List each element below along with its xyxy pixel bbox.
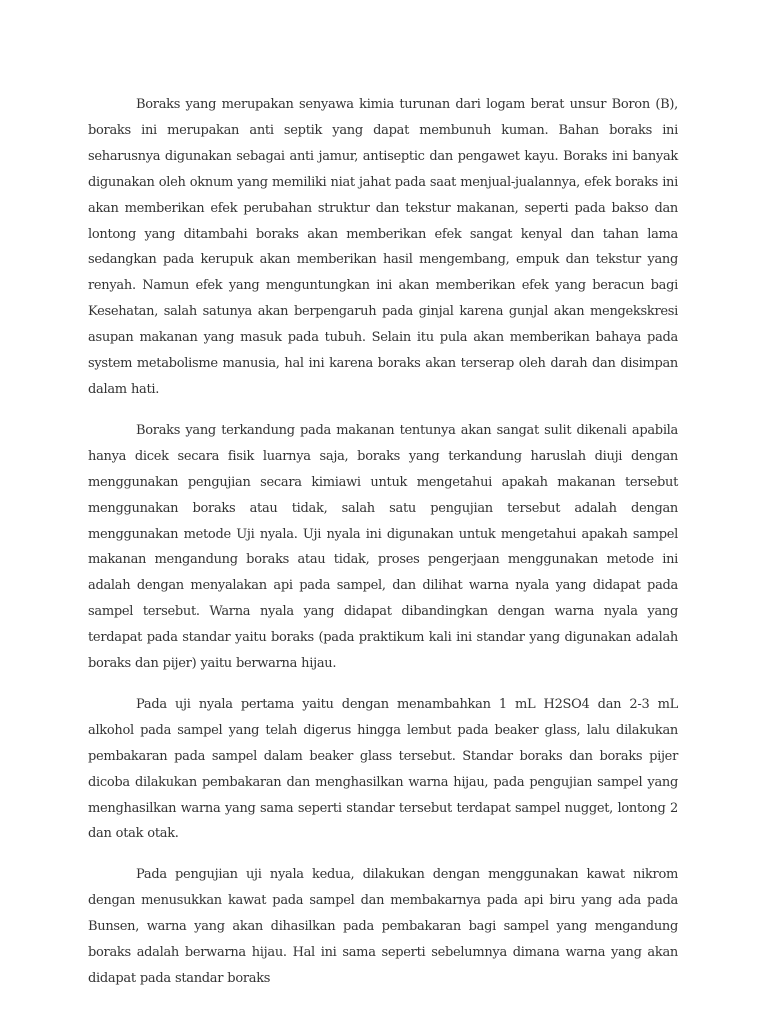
paragraph-4: Pada pengujian uji nyala kedua, dilakukan dengan menggunakan kawat nikrom dengan menusukkan kawat pada sampel dan membakarnya pada api biru yang ada pada Bunsen, warna yang akan dihasilkan pada pembakaran bagi sampel yang mengandung boraks adalah berwarna hijau. Hal ini sama seperti sebelumnya dimana warna yang akan didapat pada standar boraks xyxy=(88,867,678,986)
document-body xyxy=(88,92,678,1007)
paragraph-1: Boraks yang merupakan senyawa kimia turunan dari logam berat unsur Boron (B), boraks ini merupakan anti septik yang dapat membunuh kuman. Bahan boraks ini seharusnya digunakan sebagai anti jamur, antiseptic dan pengawet kayu. Boraks ini banyak digunakan oleh oknum yang memiliki niat jahat pada saat menjual-jualannya, efek boraks ini akan memberikan efek perubahan struktur dan tekstur makanan, seperti pada bakso dan lontong yang ditambahi boraks akan memberikan efek sangat kenyal dan tahan lama sedangkan pada kerupuk akan memberikan hasil mengembang, empuk dan tekstur yang renyah. Namun efek yang menguntungkan ini akan memberikan efek yang beracun bagi Kesehatan, salah satunya akan berpengaruh pada ginjal karena gunjal akan mengekskresi asupan makanan yang masuk pada tubuh. Selain itu pula akan memberikan bahaya pada system metabolisme manusia, hal ini karena boraks akan terserap oleh darah dan disimpan dalam hati. xyxy=(88,97,678,397)
paragraph-2: Boraks yang terkandung pada makanan tentunya akan sangat sulit dikenali apabila hanya dicek secara fisik luarnya saja, boraks yang terkandung haruslah diuji dengan menggunakan pengujian secara kimiawi untuk mengetahui apakah makanan tersebut menggunakan boraks atau tidak, salah satu pengujian tersebut adalah dengan menggunakan metode Uji nyala. Uji nyala ini digunakan untuk mengetahui apakah sampel makanan mengandung boraks atau tidak, proses pengerjaan menggunakan metode ini adalah dengan menyalakan api pada sampel, dan dilihat warna nyala yang didapat pada sampel tersebut. Warna nyala yang didapat dibandingkan dengan warna nyala yang terdapat pada standar yaitu boraks (pada praktikum kali ini standar yang digunakan adalah boraks dan pijer) yaitu berwarna hijau. xyxy=(88,422,678,672)
paragraph-3: Pada uji nyala pertama yaitu dengan menambahkan 1 mL H2SO4 dan 2-3 mL alkohol pada sampel yang telah digerus hingga lembut pada beaker glass, lalu dilakukan pembakaran pada sampel dalam beaker glass tersebut. Standar boraks dan boraks pijer dicoba dilakukan pembakaran dan menghasilkan warna hijau, pada pengujian sampel yang menghasilkan warna yang sama seperti standar tersebut terdapat sampel nugget, lontong 2 dan otak otak. xyxy=(88,696,678,842)
